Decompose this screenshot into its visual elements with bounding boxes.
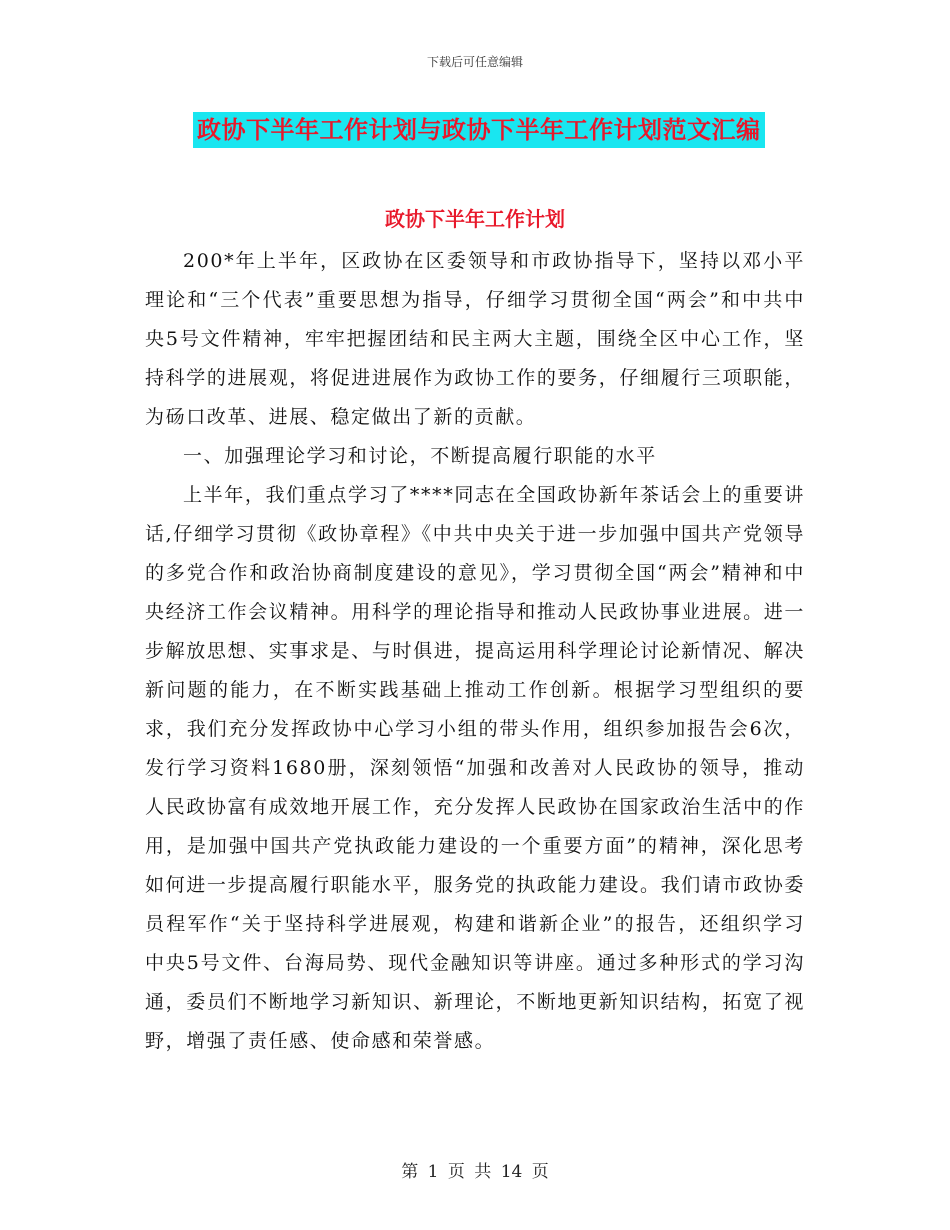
document-body	[145, 242, 805, 1061]
page-number: 第 1 页 共 14 页	[401, 1162, 549, 1182]
paragraph-study: 上半年，我们重点学习了****同志在全国政协新年茶话会上的重要讲话,仔细学习贯彻《政协章程》《中共中央关于进一步加强中国共产党领导的多党合作和政治协商制度建设的意见》，学习贯彻全国“两会”精神和中央经济工作会议精神。用科学的理论指导和推动人民政协事业进展。进一步解放思想、实事求是、与时俱进，提高运用科学理论讨论新情况、解决新问题的能力，在不断实践基础上推动工作创新。根据学习型组织的要求，我们充分发挥政协中心学习小组的带头作用，组织参加报告会6次，发行学习资料1680册，深刻领悟“加强和改善对人民政协的领导，推动人民政协富有成效地开展工作，充分发挥人民政协在国家政治生活中的作用，是加强中国共产党执政能力建设的一个重要方面”的精神，深化思考如何进一步提高履行职能水平，服务党的执政能力建设。我们请市政协委员程军作“关于坚持科学进展观，构建和谐新企业”的报告，还组织学习中央5号文件、台海局势、现代金融知识等讲座。通过多种形式的学习沟通，委员们不断地学习新知识、新理论，不断地更新知识结构，拓宽了视野，增强了责任感、使命感和荣誉感。	[145, 484, 805, 1052]
page-header-note: 下载后可任意编辑	[426, 55, 523, 69]
paragraph-heading-1: 一、加强理论学习和讨论，不断提高履行职能的水平	[183, 445, 657, 467]
document-title: 政协下半年工作计划与政协下半年工作计划范文汇编	[193, 112, 765, 148]
paragraph-intro: 200*年上半年，区政协在区委领导和市政协指导下，坚持以邓小平理论和“三个代表”重要思想为指导，仔细学习贯彻全国“两会”和中共中央5号文件精神，牢牢把握团结和民主两大主题，围绕全区中心工作，坚持科学的进展观，将促进进展作为政协工作的要务，仔细履行三项职能，为砀口改革、进展、稳定做出了新的贡献。	[145, 250, 805, 428]
section-title: 政协下半年工作计划	[385, 207, 565, 231]
